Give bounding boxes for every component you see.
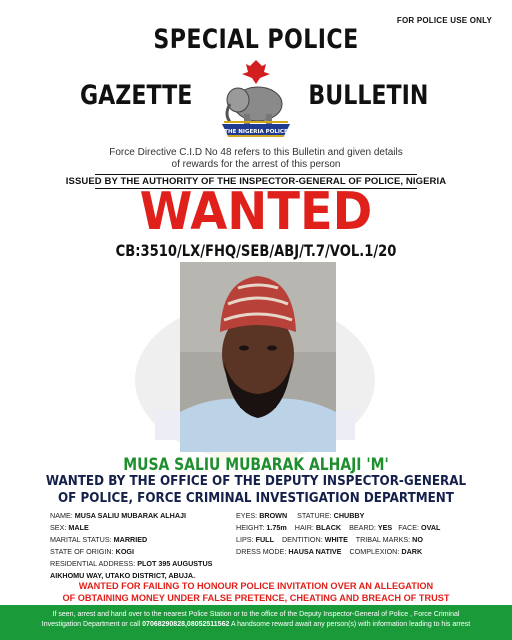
charge-statement (0, 580, 512, 604)
detail-name (50, 510, 230, 522)
wanted-by-line-1: WANTED BY THE OFFICE OF THE DEPUTY INSPECTOR-GENERAL (45, 474, 467, 489)
case-reference-number: CB:3510/LX/FHQ/SEB/ABJ/T.7/VOL.1/20 (115, 241, 397, 260)
detail-label: EYES: (236, 511, 258, 520)
nigeria-police-crest-icon (214, 56, 298, 142)
title-special-police: SPECIAL POLICE (153, 24, 359, 55)
detail-value: MARRIED (113, 535, 148, 544)
detail-label: NAME: (50, 511, 73, 520)
detail-value: BROWN (259, 511, 288, 520)
detail-value: HAUSA NATIVE (288, 547, 342, 556)
detail-label: BEARD: (349, 523, 376, 532)
charge-line-1: WANTED FOR FAILING TO HONOUR POLICE INVITATION OVER AN ALLEGATION (78, 581, 434, 591)
detail-value: WHITE (324, 535, 348, 544)
footer-contact-banner (0, 605, 512, 640)
detail-label: FACE: (398, 523, 420, 532)
footer-line-2-end: A handsome reward await any person(s) with information leading to his arrest (230, 621, 471, 628)
wanted-by-line-2: OF POLICE, FORCE CRIMINAL INVESTIGATION DEPARTMENT (58, 491, 454, 506)
detail-row-height-hair (236, 522, 476, 534)
detail-label: MARITAL STATUS: (50, 535, 112, 544)
detail-marital-status (50, 534, 230, 546)
details-left-column (50, 510, 230, 582)
title-gazette: GAZETTE (80, 80, 193, 111)
footer-line-1: If seen, arrest and hand over to the nearest Police Station or to the office of the Deputy Inspector-General of Police , Force Criminal (52, 611, 460, 618)
detail-value: YES (377, 523, 393, 532)
detail-value: KOGI (115, 547, 134, 556)
top-divider (95, 174, 417, 175)
detail-label: TRIBAL MARKS: (355, 535, 411, 544)
detail-row-dress-complexion (236, 546, 476, 558)
details-right-column (236, 510, 476, 558)
detail-label: COMPLEXION: (349, 547, 400, 556)
crest-motto: THE NIGERIA POLICE (224, 129, 288, 135)
detail-label: DRESS MODE: (236, 547, 287, 556)
detail-value: MUSA SALIU MUBARAK ALHAJI (74, 511, 187, 520)
directive-line-1: Force Directive C.I.D No 48 refers to this Bulletin and given details (109, 147, 403, 158)
force-directive-text (0, 147, 512, 171)
detail-label: SEX: (50, 523, 67, 532)
wanted-heading: WANTED (139, 182, 373, 242)
detail-value: BLACK (315, 523, 342, 532)
wanted-by-office (20, 473, 491, 507)
detail-address-cont: AIKHOMU WAY, UTAKO DISTRICT, ABUJA. (50, 571, 196, 580)
detail-row-lips-dentition (236, 534, 476, 546)
directive-line-2: of rewards for the arrest of this person (171, 159, 341, 170)
detail-label: STATE OF ORIGIN: (50, 547, 114, 556)
detail-label: LIPS: (236, 535, 254, 544)
detail-label: HEIGHT: (236, 523, 265, 532)
title-bulletin: BULLETIN (307, 80, 428, 111)
detail-value: OVAL (421, 523, 441, 532)
suspect-photo (180, 262, 336, 452)
detail-value: PLOT 395 AUGUSTUS (137, 559, 213, 568)
detail-value: FULL (255, 535, 274, 544)
detail-row-eyes-stature (236, 510, 476, 522)
detail-address (50, 558, 230, 570)
footer-line-2-start: Investigation Department or call (41, 621, 141, 628)
suspect-name: MUSA SALIU MUBARAK ALHAJI 'M' (123, 455, 389, 475)
police-use-only-note: FOR POLICE USE ONLY (396, 16, 492, 25)
detail-state-of-origin (50, 546, 230, 558)
footer-line-2 (0, 620, 512, 630)
detail-value: 1.75m (266, 523, 287, 532)
detail-value: MALE (68, 523, 89, 532)
issued-by-authority: ISSUED BY THE AUTHORITY OF THE INSPECTOR-GENERAL OF POLICE, NIGERIA (65, 176, 447, 187)
detail-sex (50, 522, 230, 534)
detail-label: HAIR: (294, 523, 314, 532)
detail-label: RESIDENTIAL ADDRESS: (50, 559, 136, 568)
footer-phone-numbers: 07068290828,08052511562 (142, 621, 230, 628)
detail-label: DENTITION: (281, 535, 323, 544)
detail-label: STATURE: (297, 511, 332, 520)
detail-value: NO (412, 535, 423, 544)
detail-value: CHUBBY (333, 511, 365, 520)
charge-line-2: OF OBTAINING MONEY UNDER FALSE PRETENCE, CHEATING AND BREACH OF TRUST (62, 593, 450, 603)
detail-value: DARK (401, 547, 423, 556)
